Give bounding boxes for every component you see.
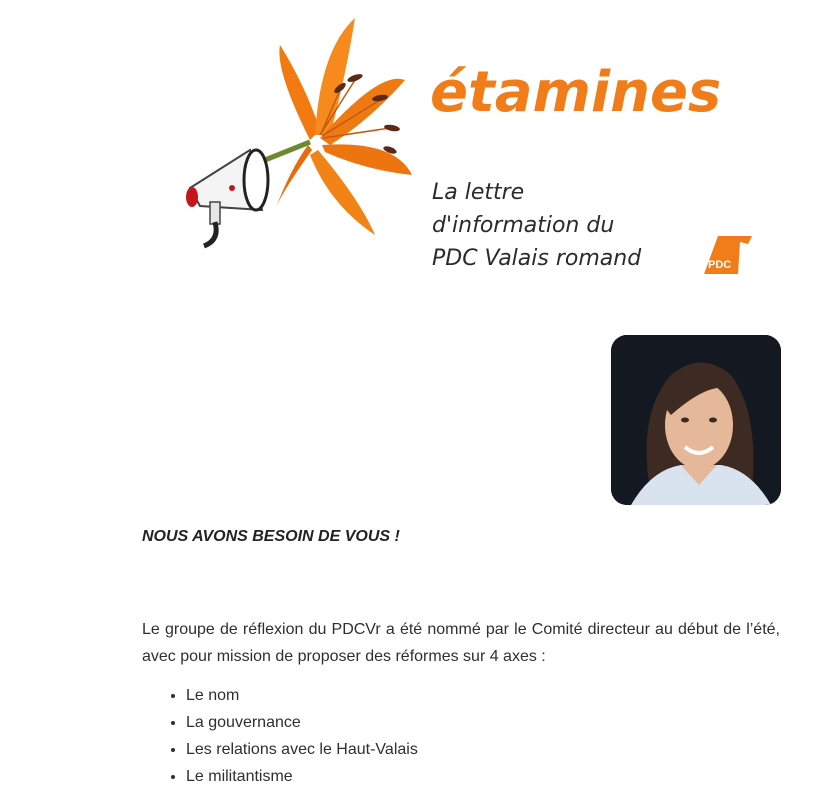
pdc-badge-text: PDC [708, 259, 732, 271]
portrait-image [611, 335, 781, 505]
article-intro: Le groupe de réflexion du PDCVr a été nommé par le Comité directeur au début de l’été, avec pour mission de proposer des réformes sur 4 axes : [142, 621, 780, 665]
portrait-photo [611, 335, 781, 505]
megaphone-lily-logo [180, 10, 420, 250]
lily-flower-icon [275, 18, 412, 235]
tagline-line-1: La lettre [432, 180, 525, 205]
axes-list [142, 682, 780, 790]
newsletter-header [0, 0, 823, 300]
article-headline: NOUS AVONS BESOIN DE VOUS ! [142, 528, 400, 545]
pdc-logo-icon [704, 236, 752, 274]
tagline-line-2: d'information du [432, 213, 615, 238]
tagline-line-3: PDC Valais romand [432, 246, 642, 271]
list-item: • Le nom [186, 682, 780, 709]
article-content [142, 528, 780, 790]
list-item: • Le militantisme [186, 763, 780, 790]
tagline [432, 176, 641, 275]
brand-title: étamines [430, 60, 722, 125]
megaphone-icon [186, 150, 268, 246]
list-item: • La gouvernance [186, 709, 780, 736]
list-item: • Les relations avec le Haut-Valais [186, 736, 780, 763]
